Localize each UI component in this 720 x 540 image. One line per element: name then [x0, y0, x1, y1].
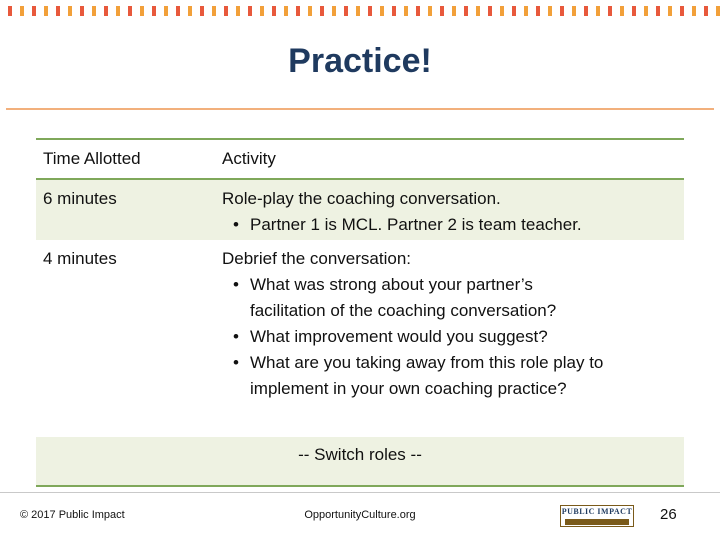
border-dot [488, 6, 492, 16]
activity-lead: Role-play the coaching conversation. [222, 189, 501, 208]
border-dot [188, 6, 192, 16]
bullet-marker: • [233, 275, 239, 294]
border-dot [224, 6, 228, 16]
border-dot [80, 6, 84, 16]
border-dot [560, 6, 564, 16]
border-dot [8, 6, 12, 16]
border-dot [92, 6, 96, 16]
border-dot [200, 6, 204, 16]
border-dot [332, 6, 336, 16]
border-dot [440, 6, 444, 16]
bullet-text: What was strong about your partner’s [250, 275, 533, 294]
border-dot [668, 6, 672, 16]
border-dot [104, 6, 108, 16]
footer-divider [0, 492, 720, 493]
border-dot [152, 6, 156, 16]
border-dot [128, 6, 132, 16]
border-dot [164, 6, 168, 16]
border-dot [548, 6, 552, 16]
border-dot [176, 6, 180, 16]
slide-title: Practice! [288, 42, 432, 80]
border-dot [44, 6, 48, 16]
border-dot [344, 6, 348, 16]
switch-roles-banner: -- Switch roles -- [36, 437, 684, 487]
border-dot [320, 6, 324, 16]
border-dot [56, 6, 60, 16]
table-row [36, 180, 684, 240]
border-dot [608, 6, 612, 16]
border-dot [248, 6, 252, 16]
bullet-item [222, 272, 684, 324]
border-dot [32, 6, 36, 16]
bullet-marker: • [233, 215, 239, 234]
border-dot [596, 6, 600, 16]
table-header-row [36, 138, 684, 180]
border-dot [416, 6, 420, 16]
border-dot [584, 6, 588, 16]
border-dot [512, 6, 516, 16]
border-dot [116, 6, 120, 16]
border-dot [476, 6, 480, 16]
bullet-marker: • [233, 327, 239, 346]
site-url: OpportunityCulture.org [304, 509, 416, 521]
border-dot [716, 6, 720, 16]
border-dot [404, 6, 408, 16]
border-dot [296, 6, 300, 16]
bullet-text-continued: implement in your own coaching practice? [250, 379, 567, 398]
border-dot [368, 6, 372, 16]
border-dot [380, 6, 384, 16]
header-time-allotted: Time Allotted [43, 149, 141, 168]
row-activity [216, 246, 684, 437]
border-dot [536, 6, 540, 16]
border-dot [656, 6, 660, 16]
logo-wordmark: PUBLIC IMPACT [561, 507, 633, 516]
border-dot [68, 6, 72, 16]
public-impact-logo [560, 505, 634, 527]
activity-table [36, 138, 684, 437]
border-dot [428, 6, 432, 16]
border-dot [644, 6, 648, 16]
bullet-item [222, 324, 684, 350]
row-time: 4 minutes [43, 249, 117, 268]
border-dot [260, 6, 264, 16]
row-time: 6 minutes [43, 189, 117, 208]
bullet-marker: • [233, 353, 239, 372]
border-dot [620, 6, 624, 16]
logo-bar [565, 519, 629, 525]
border-dot [572, 6, 576, 16]
row-activity [216, 186, 684, 240]
bullet-text: What are you taking away from this role play to [250, 353, 604, 372]
border-dot [284, 6, 288, 16]
copyright-text: © 2017 Public Impact [20, 509, 125, 521]
title-divider [6, 108, 714, 110]
activity-lead: Debrief the conversation: [222, 249, 411, 268]
border-dot [704, 6, 708, 16]
bullet-item [222, 212, 684, 238]
border-dot [20, 6, 24, 16]
border-dot [392, 6, 396, 16]
decorative-dot-border [0, 6, 720, 18]
border-dot [452, 6, 456, 16]
border-dot [680, 6, 684, 16]
bullet-item [222, 350, 684, 402]
border-dot [236, 6, 240, 16]
border-dot [308, 6, 312, 16]
border-dot [212, 6, 216, 16]
table-row [36, 240, 684, 437]
border-dot [500, 6, 504, 16]
border-dot [692, 6, 696, 16]
border-dot [632, 6, 636, 16]
bullet-text: What improvement would you suggest? [250, 327, 548, 346]
border-dot [140, 6, 144, 16]
bullet-text: Partner 1 is MCL. Partner 2 is team teacher. [250, 215, 582, 234]
border-dot [524, 6, 528, 16]
border-dot [272, 6, 276, 16]
border-dot [356, 6, 360, 16]
bullet-text-continued: facilitation of the coaching conversation? [250, 301, 557, 320]
header-activity: Activity [222, 149, 276, 168]
page-number: 26 [660, 506, 677, 523]
border-dot [464, 6, 468, 16]
